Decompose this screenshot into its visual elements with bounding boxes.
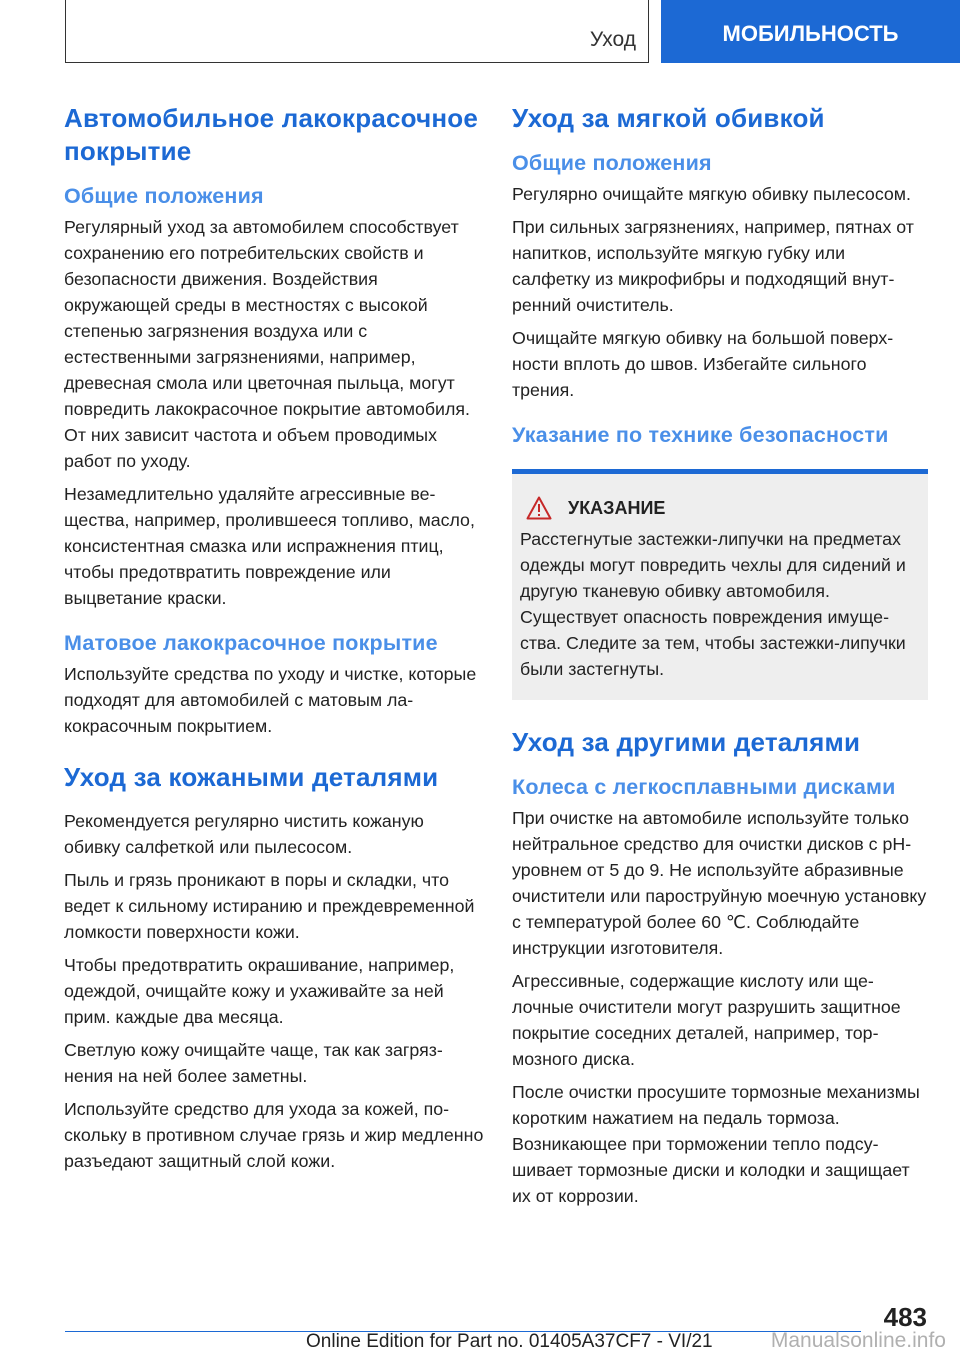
subheading-general-paint: Общие положения	[64, 184, 264, 208]
paragraph: Чтобы предотвратить окрашивание, например, одеждой, очищайте кожу и ухаживайте за ней прим. каждые два месяца.	[64, 955, 455, 1027]
left-column	[64, 102, 484, 1181]
notice-title: УКАЗАНИЕ	[568, 497, 666, 518]
paragraph: Рекомендуется регулярно чистить кожаную обивку салфеткой или пылесосом.	[64, 811, 424, 857]
notice-text: Расстегнутые застежки-липучки на предметах одежды могут повредить чехлы для сидений и другую тканевую обивку автомобиля. Существует опасность повреждения имущества. Следите за тем, чтобы застежки-липучки были застегнуты.	[520, 529, 906, 679]
header-section-box	[65, 0, 649, 63]
paragraph: Незамедлительно удаляйте агрессивные вещества, например, пролившееся топливо, масло, консистентная смазка или испражнения птиц, чтобы предотвратить повреждение или выцветание краски.	[64, 484, 475, 608]
paragraph: При сильных загрязнениях, например, пятнах от напитков, используйте мягкую губку или салфетку из микрофибры и подходящий внутренний очиститель.	[512, 217, 914, 315]
warning-triangle-icon	[526, 496, 552, 520]
heading-leather: Уход за кожаными деталями	[64, 762, 439, 792]
paragraph: Светлую кожу очищайте чаще, так как загрязнения на ней более заметны.	[64, 1040, 443, 1086]
subheading-safety: Указание по технике безопасности	[512, 423, 889, 447]
header-chapter-tab[interactable]: МОБИЛЬНОСТЬ	[661, 0, 960, 63]
heading-upholstery: Уход за мягкой обивкой	[512, 103, 825, 133]
heading-paint: Автомобильное лакокрасочное покрытие	[64, 103, 479, 166]
footer-edition: Online Edition for Part no. 01405A37CF7 - VI/21	[306, 1331, 713, 1352]
subheading-wheels: Колеса с легкосплавными дисками	[512, 775, 896, 799]
paragraph: Используйте средства по уходу и чистке, которые подходят для автомобилей с матовым лакокрасочным покрытием.	[64, 664, 477, 736]
paragraph: После очистки просушите тормозные механизмы коротким нажатием на педаль тормоза. Возникающее при торможении тепло подсушивает тормозные диски и колодки и защищает их от коррозии.	[512, 1082, 920, 1206]
right-column	[512, 102, 928, 1216]
paragraph: Регулярный уход за автомобилем способствует сохранению его потребительских свойств и безопасности движения. Воздействия окружающей среды в местностях с высокой степенью загрязнения воздуха или с естественными загрязнениями, например, древесная смола или цветочная пыльца, могут повредить лакокрасочное покрытие автомобиля. От них зависит частота и объем проводимых работ по уходу.	[64, 217, 470, 471]
subheading-matte: Матовое лакокрасочное покрытие	[64, 631, 438, 655]
paragraph: Очищайте мягкую обивку на большой поверхности вплоть до швов. Избегайте сильного трения.	[512, 328, 894, 400]
notice-header	[520, 496, 918, 520]
paragraph: Пыль и грязь проникают в поры и складки, что ведет к сильному истиранию и преждевременной ломкости поверхности кожи.	[64, 870, 475, 942]
page-number: 483	[883, 1302, 927, 1332]
heading-other-parts: Уход за другими деталями	[512, 727, 861, 757]
header-section-title: Уход	[589, 28, 636, 51]
subheading-general-upholstery: Общие положения	[512, 151, 712, 175]
paragraph: Используйте средство для ухода за кожей, поскольку в противном случае грязь и жир медленно разъедают защитный слой кожи.	[64, 1099, 484, 1171]
paragraph: Агрессивные, содержащие кислоту или щелочные очистители могут разрушить защитное покрытие соседних деталей, например, тормозного диска.	[512, 971, 901, 1069]
watermark: Manualsonline.info	[770, 1329, 946, 1352]
paragraph: При очистке на автомобиле используйте только нейтральное средство для очистки дисков с pH-уровнем от 5 до 9. Не используйте абразивные очистители или пароструйную моечную установку с температурой более 60 ℃. Соблюдайте инструкции изготовителя.	[512, 808, 927, 958]
notice-box	[512, 469, 928, 700]
paragraph: Регулярно очищайте мягкую обивку пылесосом.	[512, 184, 911, 204]
